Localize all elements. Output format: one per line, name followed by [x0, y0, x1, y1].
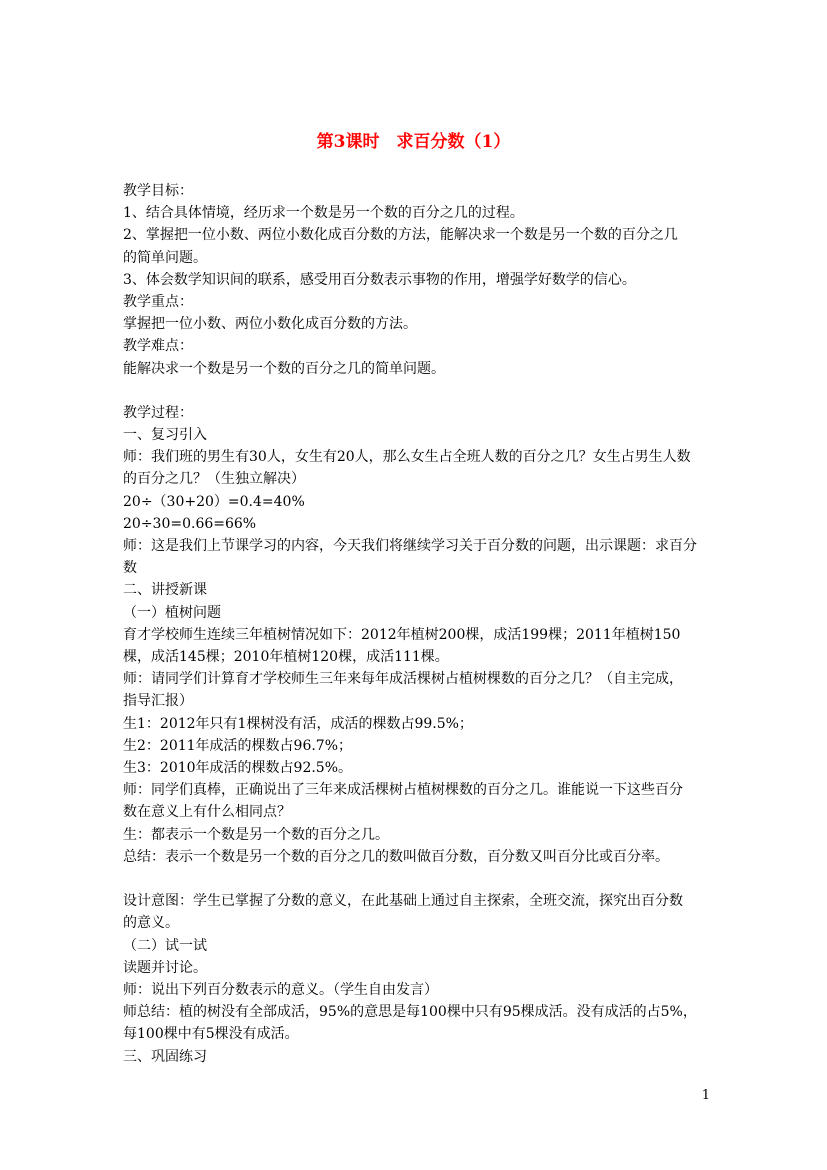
text-line: 3、体会数学知识间的联系，感受用百分数表示事物的作用，增强学好数学的信心。 — [123, 271, 636, 288]
text-line: 二、讲授新课 — [123, 582, 207, 599]
text-line: 20÷30=0.66=66% — [123, 515, 257, 532]
text-line: 师：这是我们上节课学习的内容，今天我们将继续学习关于百分数的问题，出示课题：求百分 — [123, 538, 697, 555]
text-line: 数在意义上有什么相同点？ — [123, 804, 291, 821]
text-line: 师：说出下列百分数表示的意义。（学生自由发言） — [123, 981, 438, 998]
document-body — [123, 180, 708, 1068]
paragraph-gap — [123, 380, 708, 402]
text-line: 生1：2012年只有1棵树没有活，成活的棵数占99.5%； — [123, 715, 473, 732]
text-line: 的百分之几？（生独立解决） — [123, 471, 305, 488]
text-line: 生2：2011年成活的棵数占96.7%； — [123, 737, 353, 754]
text-line: 教学重点： — [123, 294, 193, 311]
text-line: 数 — [123, 560, 137, 577]
text-line: 每100棵中有5棵没有成活。 — [123, 1026, 299, 1043]
text-line: 2、掌握把一位小数、两位小数化成百分数的方法，能解决求一个数是另一个数的百分之几 — [123, 227, 678, 244]
text-line: 20÷（30+20）=0.4=40% — [123, 493, 305, 510]
text-line: 师总结：植的树没有全部成活，95%的意思是每100棵中只有95棵成活。没有成活的占5%， — [123, 1004, 697, 1021]
text-line: 设计意图：学生已掌握了分数的意义，在此基础上通过自主探索，全班交流，探究出百分数 — [123, 893, 683, 910]
text-line: 师：我们班的男生有30人，女生有20人，那么女生占全班人数的百分之几？女生占男生人数 — [123, 449, 691, 466]
text-line: 师：同学们真棒，正确说出了三年来成活棵树占植树棵数的百分之几。谁能说一下这些百分 — [123, 782, 683, 799]
text-line: 教学过程： — [123, 404, 193, 421]
text-line: 育才学校师生连续三年植树情况如下：2012年植树200棵，成活199棵；2011年植树150 — [123, 626, 681, 643]
text-line: 指导汇报） — [123, 693, 193, 710]
text-line: 的意义。 — [123, 915, 179, 932]
text-line: 一、复习引入 — [123, 427, 207, 444]
paragraph-gap — [123, 868, 708, 890]
text-line: 三、巩固练习 — [123, 1048, 207, 1065]
text-line: 能解决求一个数是另一个数的百分之几的简单问题。 — [123, 360, 445, 377]
text-line: 师：请同学们计算育才学校师生三年来每年成活棵树占植树棵数的百分之几？（自主完成， — [123, 671, 683, 688]
text-line: 棵，成活145棵；2010年植树120棵，成活111棵。 — [123, 649, 449, 666]
text-line: 掌握把一位小数、两位小数化成百分数的方法。 — [123, 316, 417, 333]
text-line: 生：都表示一个数是另一个数的百分之几。 — [123, 826, 389, 843]
lesson-title: 第3课时 求百分数（1） — [316, 132, 511, 152]
text-line: 的简单问题。 — [123, 249, 207, 266]
text-line: 生3：2010年成活的棵数占92.5%。 — [123, 760, 353, 777]
text-line: 读题并讨论。 — [123, 959, 207, 976]
text-line: （二）试一试 — [123, 937, 207, 954]
text-line: 1、结合具体情境，经历求一个数是另一个数的百分之几的过程。 — [123, 205, 524, 222]
text-line: 教学难点： — [123, 338, 193, 355]
page-number: 1 — [701, 1088, 710, 1103]
text-line: 总结：表示一个数是另一个数的百分之几的数叫做百分数，百分数又叫百分比或百分率。 — [123, 848, 669, 865]
text-line: 教学目标： — [123, 183, 193, 199]
text-line: （一）植树问题 — [123, 604, 221, 621]
